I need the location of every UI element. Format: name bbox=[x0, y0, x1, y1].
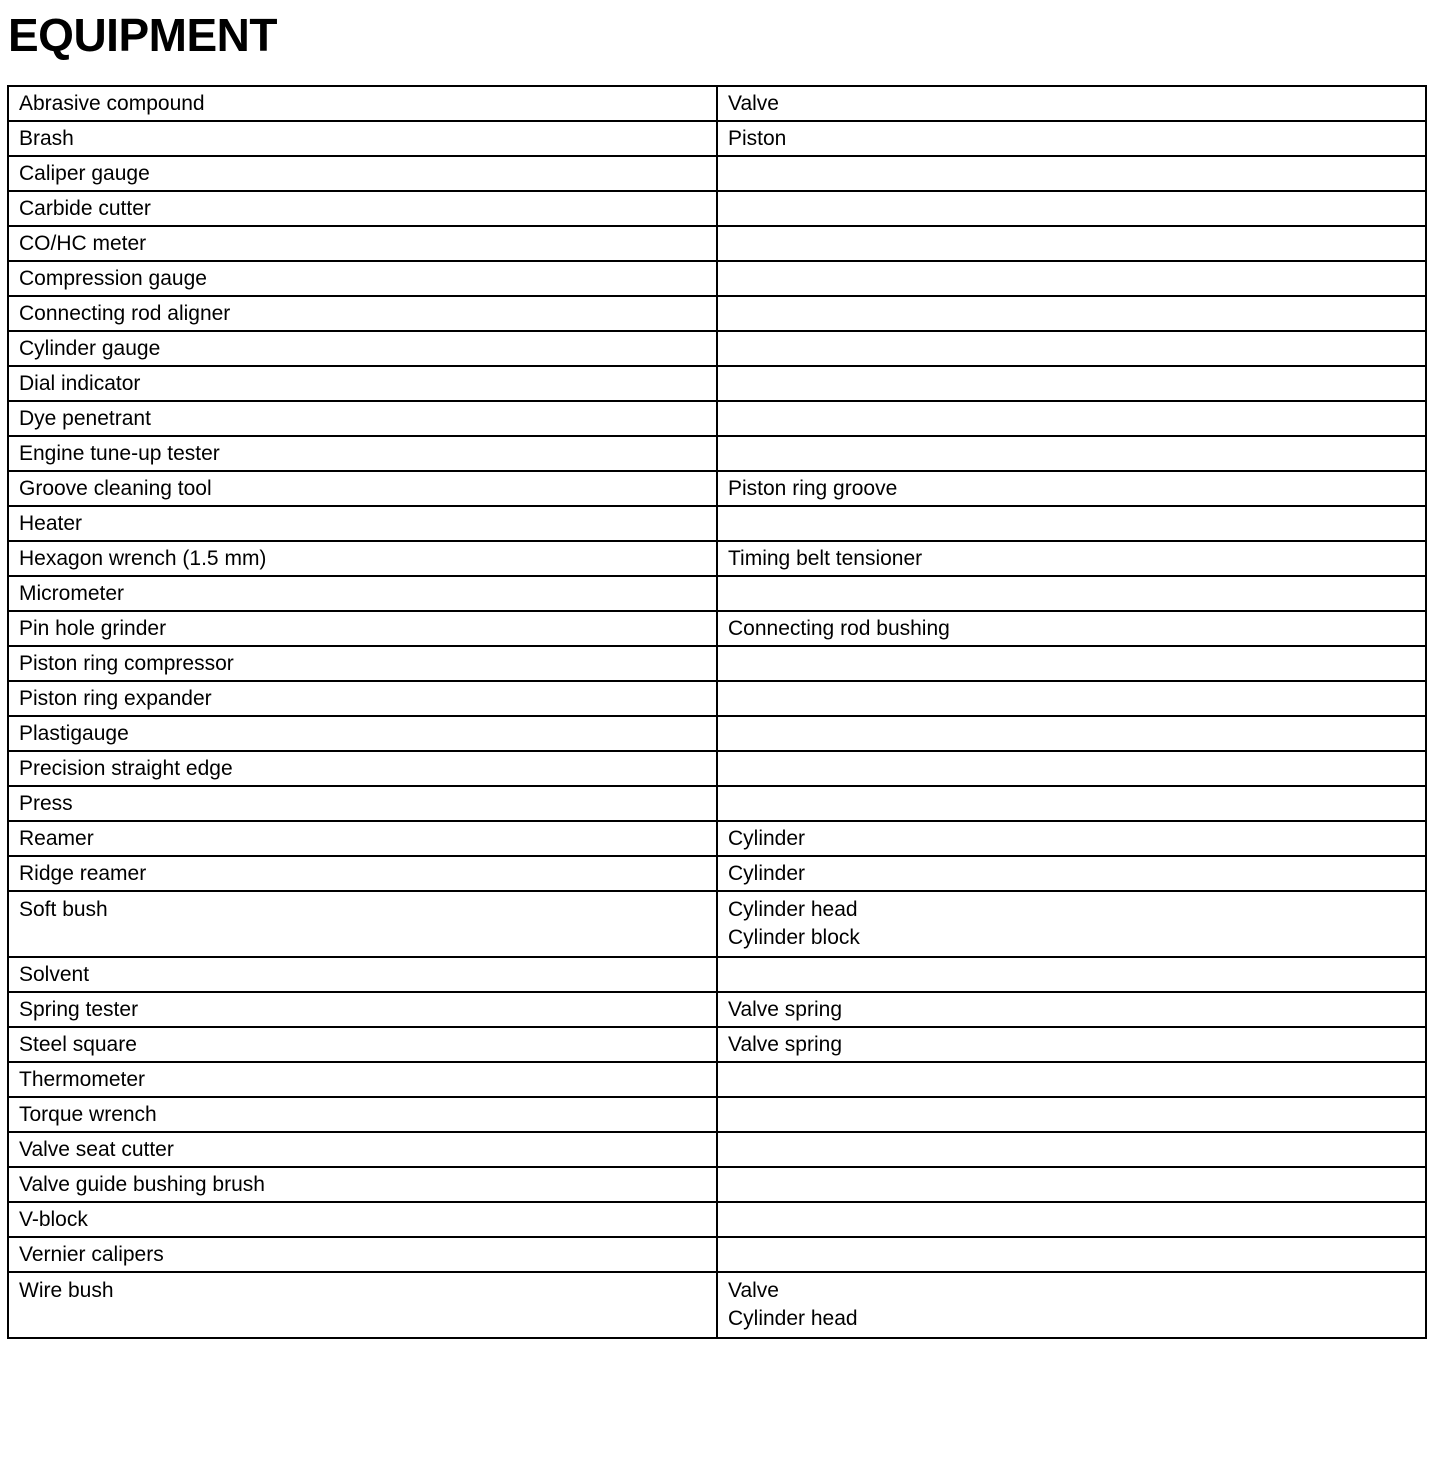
table-row bbox=[8, 156, 1426, 191]
table-row bbox=[8, 121, 1426, 156]
application-cell bbox=[717, 1202, 1426, 1237]
table-row bbox=[8, 751, 1426, 786]
table-row bbox=[8, 576, 1426, 611]
table-row bbox=[8, 957, 1426, 992]
table-row bbox=[8, 401, 1426, 436]
equipment-table bbox=[7, 85, 1427, 1339]
tool-name-cell: Spring tester bbox=[8, 992, 717, 1027]
application-cell bbox=[717, 646, 1426, 681]
table-row bbox=[8, 436, 1426, 471]
tool-name-cell: Carbide cutter bbox=[8, 191, 717, 226]
table-row bbox=[8, 891, 1426, 957]
application-cell bbox=[717, 786, 1426, 821]
application-cell bbox=[717, 366, 1426, 401]
table-row bbox=[8, 1237, 1426, 1272]
table-row bbox=[8, 1132, 1426, 1167]
tool-name-cell: Piston ring compressor bbox=[8, 646, 717, 681]
tool-name-cell: Reamer bbox=[8, 821, 717, 856]
table-row bbox=[8, 611, 1426, 646]
table-row bbox=[8, 226, 1426, 261]
table-row bbox=[8, 506, 1426, 541]
tool-name-cell: Thermometer bbox=[8, 1062, 717, 1097]
table-row bbox=[8, 1062, 1426, 1097]
tool-name-cell: Torque wrench bbox=[8, 1097, 717, 1132]
application-line: Valve spring bbox=[728, 997, 843, 1021]
application-cell bbox=[717, 957, 1426, 992]
application-cell bbox=[717, 891, 1426, 957]
application-cell bbox=[717, 471, 1426, 506]
table-row bbox=[8, 716, 1426, 751]
application-line: Piston bbox=[728, 126, 787, 150]
application-cell bbox=[717, 541, 1426, 576]
application-cell bbox=[717, 121, 1426, 156]
application-line: Cylinder bbox=[728, 826, 806, 850]
application-line: Piston ring groove bbox=[728, 476, 898, 500]
application-line: Cylinder head bbox=[728, 898, 858, 921]
application-cell bbox=[717, 506, 1426, 541]
application-line: Cylinder head bbox=[728, 1307, 858, 1330]
tool-name-cell: Soft bush bbox=[8, 891, 717, 957]
tool-name-cell: Engine tune-up tester bbox=[8, 436, 717, 471]
tool-name-cell: Compression gauge bbox=[8, 261, 717, 296]
table-row bbox=[8, 296, 1426, 331]
application-cell bbox=[717, 821, 1426, 856]
application-cell bbox=[717, 226, 1426, 261]
application-cell bbox=[717, 1132, 1426, 1167]
tool-name-cell: Valve seat cutter bbox=[8, 1132, 717, 1167]
tool-name-cell: Dial indicator bbox=[8, 366, 717, 401]
table-row bbox=[8, 1272, 1426, 1338]
tool-name-cell: Press bbox=[8, 786, 717, 821]
application-cell bbox=[717, 156, 1426, 191]
table-row bbox=[8, 541, 1426, 576]
application-line: Valve spring bbox=[728, 1032, 843, 1056]
application-cell bbox=[717, 681, 1426, 716]
tool-name-cell: Valve guide bushing brush bbox=[8, 1167, 717, 1202]
application-cell bbox=[717, 1027, 1426, 1062]
tool-name-cell: Brash bbox=[8, 121, 717, 156]
tool-name-cell: Steel square bbox=[8, 1027, 717, 1062]
application-cell bbox=[717, 992, 1426, 1027]
equipment-table-body bbox=[8, 86, 1426, 1338]
application-line: Valve bbox=[728, 91, 779, 115]
application-line: Connecting rod bushing bbox=[728, 616, 950, 640]
application-cell bbox=[717, 191, 1426, 226]
tool-name-cell: Plastigauge bbox=[8, 716, 717, 751]
table-row bbox=[8, 86, 1426, 121]
table-row bbox=[8, 261, 1426, 296]
tool-name-cell: Groove cleaning tool bbox=[8, 471, 717, 506]
tool-name-cell: Wire bush bbox=[8, 1272, 717, 1338]
table-row bbox=[8, 786, 1426, 821]
tool-name-cell: Solvent bbox=[8, 957, 717, 992]
application-cell bbox=[717, 331, 1426, 366]
table-row bbox=[8, 1167, 1426, 1202]
tool-name-cell: Heater bbox=[8, 506, 717, 541]
tool-name-cell: Caliper gauge bbox=[8, 156, 717, 191]
table-row bbox=[8, 471, 1426, 506]
tool-name-cell: CO/HC meter bbox=[8, 226, 717, 261]
table-row bbox=[8, 1027, 1426, 1062]
tool-name-cell: Dye penetrant bbox=[8, 401, 717, 436]
application-cell bbox=[717, 1237, 1426, 1272]
table-row bbox=[8, 992, 1426, 1027]
application-cell bbox=[717, 261, 1426, 296]
tool-name-cell: Abrasive compound bbox=[8, 86, 717, 121]
table-row bbox=[8, 821, 1426, 856]
application-line: Valve bbox=[728, 1279, 779, 1302]
tool-name-cell: Hexagon wrench (1.5 mm) bbox=[8, 541, 717, 576]
application-cell bbox=[717, 1097, 1426, 1132]
tool-name-cell: Micrometer bbox=[8, 576, 717, 611]
tool-name-cell: Vernier calipers bbox=[8, 1237, 717, 1272]
application-cell bbox=[717, 716, 1426, 751]
application-cell bbox=[717, 1272, 1426, 1338]
application-cell bbox=[717, 436, 1426, 471]
application-cell bbox=[717, 1167, 1426, 1202]
tool-name-cell: Ridge reamer bbox=[8, 856, 717, 891]
application-cell bbox=[717, 611, 1426, 646]
application-cell bbox=[717, 401, 1426, 436]
application-cell bbox=[717, 296, 1426, 331]
application-cell bbox=[717, 751, 1426, 786]
tool-name-cell: Cylinder gauge bbox=[8, 331, 717, 366]
table-row bbox=[8, 366, 1426, 401]
table-row bbox=[8, 1202, 1426, 1237]
page-title: EQUIPMENT bbox=[8, 9, 277, 61]
table-row bbox=[8, 331, 1426, 366]
application-line: Timing belt tensioner bbox=[728, 546, 923, 570]
application-line: Cylinder bbox=[728, 861, 806, 885]
tool-name-cell: Pin hole grinder bbox=[8, 611, 717, 646]
table-row bbox=[8, 646, 1426, 681]
table-row bbox=[8, 1097, 1426, 1132]
application-cell bbox=[717, 1062, 1426, 1097]
table-row bbox=[8, 856, 1426, 891]
tool-name-cell: Connecting rod aligner bbox=[8, 296, 717, 331]
application-cell bbox=[717, 86, 1426, 121]
application-cell bbox=[717, 576, 1426, 611]
application-cell bbox=[717, 856, 1426, 891]
tool-name-cell: Precision straight edge bbox=[8, 751, 717, 786]
tool-name-cell: Piston ring expander bbox=[8, 681, 717, 716]
table-row bbox=[8, 191, 1426, 226]
application-line: Cylinder block bbox=[728, 926, 860, 949]
tool-name-cell: V-block bbox=[8, 1202, 717, 1237]
table-row bbox=[8, 681, 1426, 716]
